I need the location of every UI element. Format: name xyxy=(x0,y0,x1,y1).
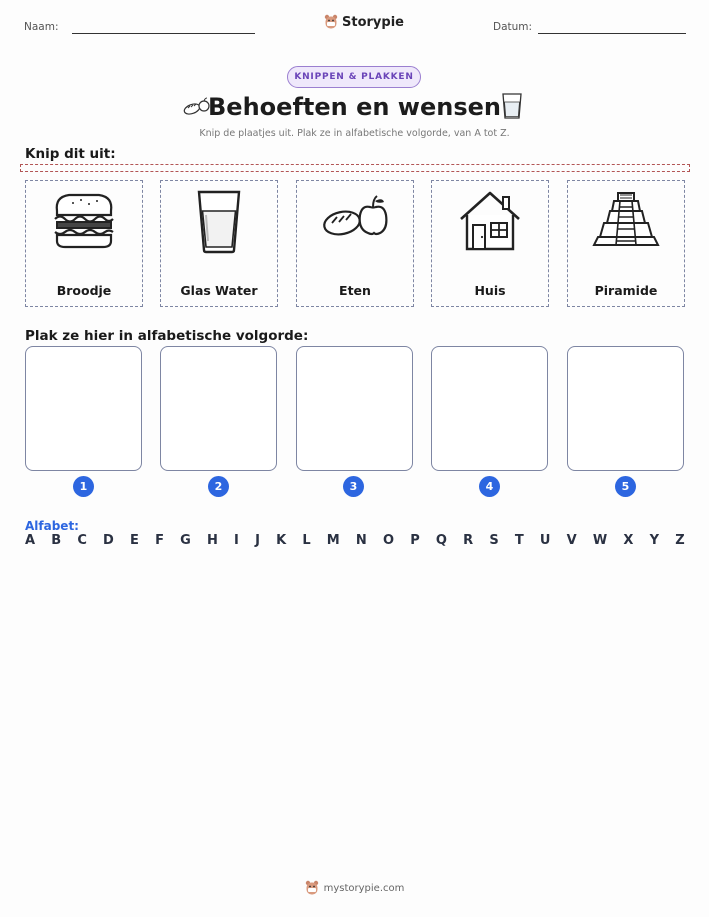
alphabet-letter: L xyxy=(302,533,311,548)
cut-card-piramide[interactable] xyxy=(567,180,685,307)
cut-line xyxy=(20,164,690,172)
paste-slot-2[interactable] xyxy=(160,346,277,471)
alphabet-letter: B xyxy=(51,533,62,548)
cut-card-glas-water[interactable] xyxy=(160,180,278,307)
glass-small-icon xyxy=(501,92,523,124)
alphabet-letter: W xyxy=(592,533,608,548)
alphabet-letter: C xyxy=(77,533,87,548)
slot-number-badge: 1 xyxy=(73,476,94,497)
paste-slot-3[interactable] xyxy=(296,346,413,471)
date-label: Datum: xyxy=(493,21,533,33)
brand-name: Storypie xyxy=(342,14,404,30)
slot-number-badge: 4 xyxy=(479,476,500,497)
alphabet-letter: N xyxy=(355,533,367,548)
paste-slot-5[interactable] xyxy=(567,346,684,471)
storypie-mascot-icon xyxy=(305,880,319,896)
page-title: Behoeften en wensen xyxy=(208,93,501,121)
alphabet-row xyxy=(25,533,685,548)
storypie-mascot-icon xyxy=(324,14,338,30)
slot-number-badge: 5 xyxy=(615,476,636,497)
alphabet-letter: T xyxy=(514,533,524,548)
pyramid-icon xyxy=(590,189,662,249)
footer xyxy=(0,880,709,896)
card-label: Piramide xyxy=(594,283,658,298)
alphabet-letter: J xyxy=(255,533,260,548)
alphabet-letter: D xyxy=(103,533,114,548)
paste-slot-1[interactable] xyxy=(25,346,142,471)
alphabet-letter: P xyxy=(410,533,420,548)
alphabet-letter: F xyxy=(155,533,164,548)
activity-badge: KNIPPEN & PLAKKEN xyxy=(287,66,421,88)
footer-site-link[interactable]: mystorypie.com xyxy=(323,882,405,894)
name-line[interactable] xyxy=(72,33,255,34)
card-label: Broodje xyxy=(56,283,112,298)
alphabet-letter: E xyxy=(130,533,139,548)
paste-slot-4[interactable] xyxy=(431,346,548,471)
paste-heading: Plak ze hier in alfabetische volgorde: xyxy=(25,328,309,344)
alphabet-letter: H xyxy=(206,533,218,548)
date-line[interactable] xyxy=(538,33,686,34)
house-icon xyxy=(457,189,523,253)
sandwich-icon xyxy=(51,189,117,251)
name-label: Naam: xyxy=(24,21,59,33)
storypie-logo xyxy=(324,14,404,30)
alphabet-letter: Z xyxy=(675,533,685,548)
alphabet-letter: S xyxy=(489,533,499,548)
cut-card-broodje[interactable] xyxy=(25,180,143,307)
alphabet-letter: M xyxy=(326,533,340,548)
alphabet-letter: V xyxy=(566,533,577,548)
alphabet-letter: R xyxy=(463,533,474,548)
bread-and-apple-icon xyxy=(320,193,390,243)
instructions: Knip de plaatjes uit. Plak ze in alfabetische volgorde, van A tot Z. xyxy=(199,128,510,139)
card-label: Glas Water xyxy=(180,283,258,298)
alphabet-letter: A xyxy=(25,533,36,548)
alphabet-letter: K xyxy=(276,533,287,548)
slot-number-badge: 2 xyxy=(208,476,229,497)
cut-card-huis[interactable] xyxy=(431,180,549,307)
card-label: Huis xyxy=(474,283,506,298)
alphabet-letter: I xyxy=(234,533,239,548)
alphabet-letter: Q xyxy=(435,533,447,548)
card-label: Eten xyxy=(339,283,371,298)
alphabet-heading: Alfabet: xyxy=(25,519,79,533)
alphabet-letter: O xyxy=(382,533,395,548)
alphabet-letter: Y xyxy=(649,533,660,548)
alphabet-letter: G xyxy=(180,533,191,548)
cut-card-eten[interactable] xyxy=(296,180,414,307)
slot-number-badge: 3 xyxy=(343,476,364,497)
cut-heading: Knip dit uit: xyxy=(25,146,116,162)
glass-of-water-icon xyxy=(194,189,244,255)
alphabet-letter: U xyxy=(539,533,551,548)
alphabet-letter: X xyxy=(623,533,634,548)
